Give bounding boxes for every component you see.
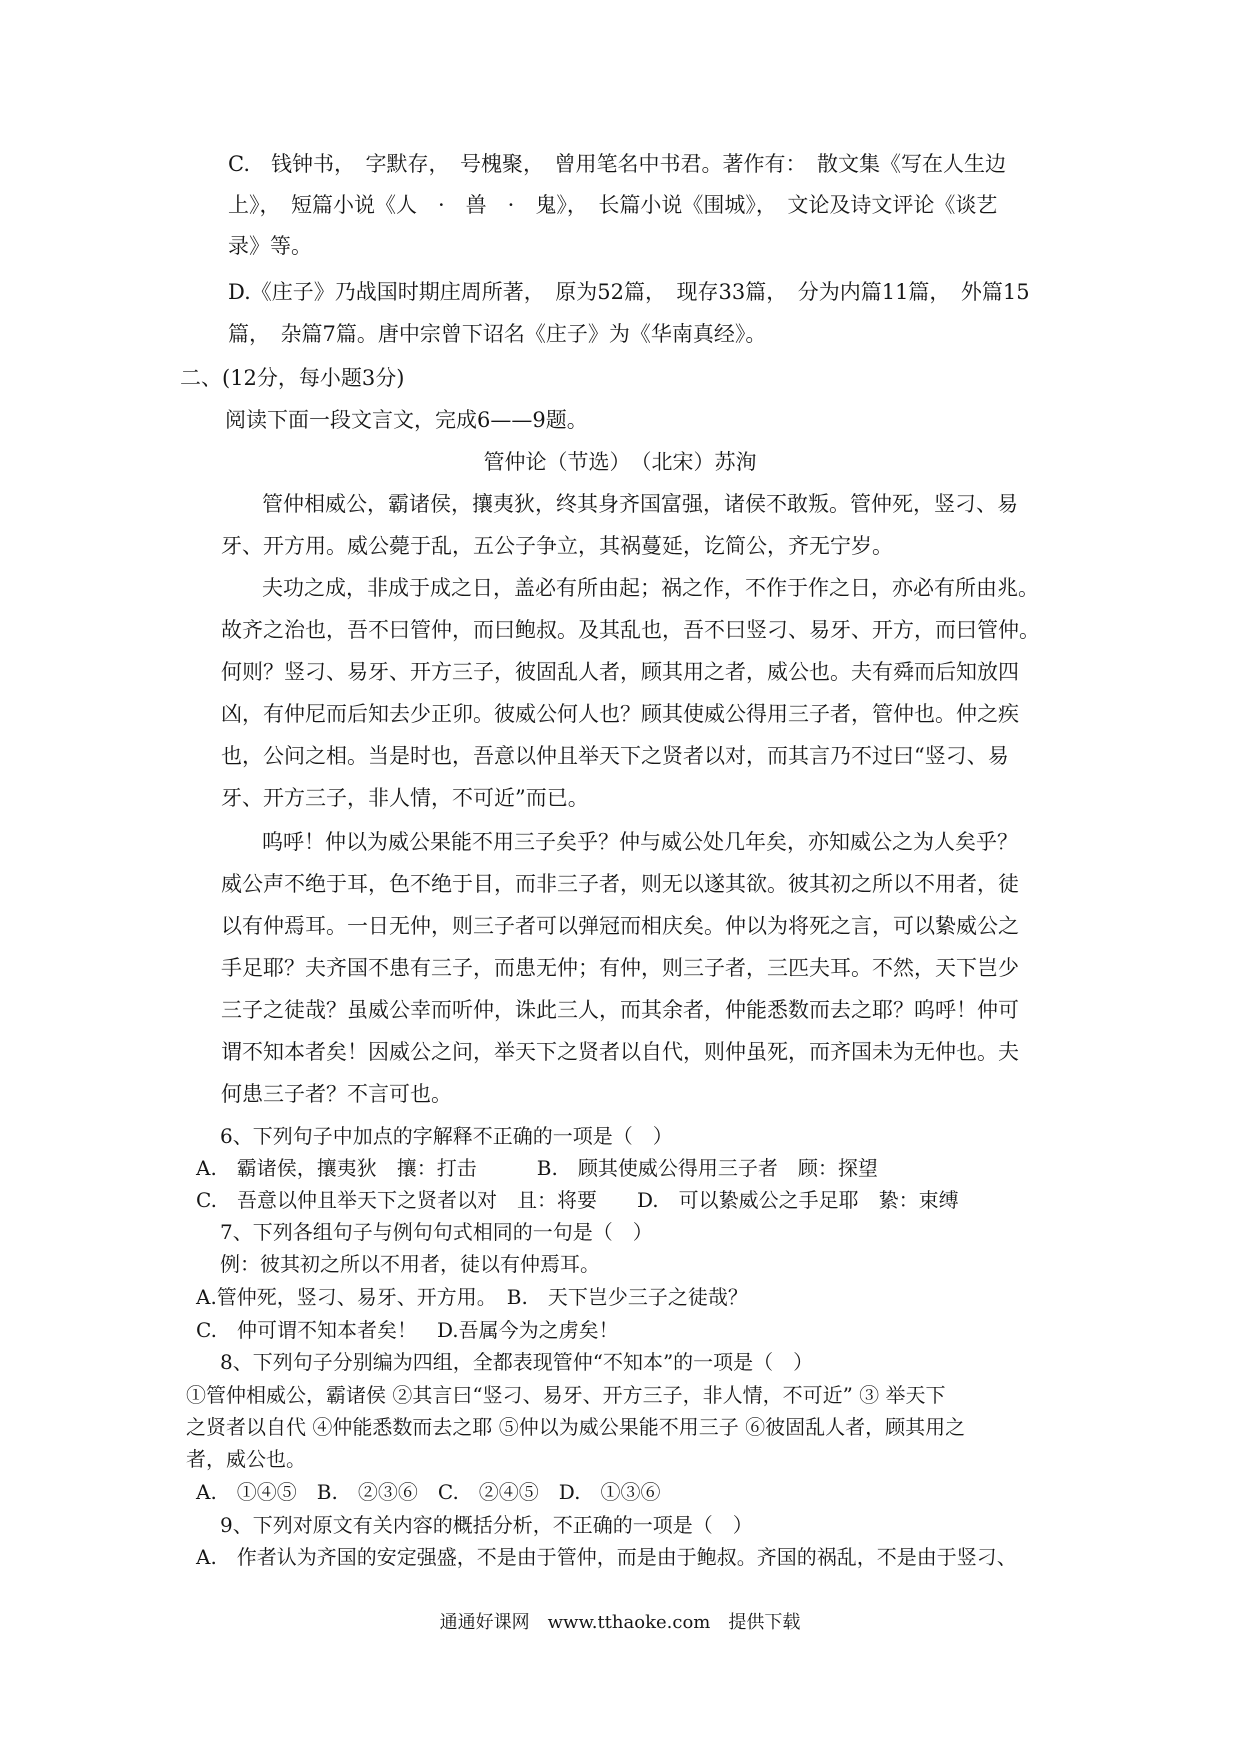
- passage-line: 牙、开方用。威公薨于乱，五公子争立，其祸蔓延，讫简公，齐无宁岁。: [221, 534, 893, 558]
- passage-line: 何患三子者？不言可也。: [221, 1082, 452, 1106]
- passage-title: 管仲论（节选） （北宋）苏洵: [483, 450, 757, 474]
- question-6-options-cd: C. 吾意以仲且举天下之贤者以对 且：将要 D. 可以絷威公之手足耶 絷：束缚: [196, 1188, 959, 1212]
- passage-line: 管仲相威公，霸诸侯，攘夷狄，终其身齐国富强，诸侯不敢叛。管仲死，竖刁、易: [262, 492, 1018, 516]
- option-c-line-2: 上》， 短篇小说《人 · 兽 · 鬼》， 长篇小说《围城》， 文论及诗文评论《谈艺: [228, 193, 998, 217]
- passage-line: 呜呼！仲以为威公果能不用三子矣乎？仲与威公处几年矣，亦知威公之为人矣乎？: [262, 830, 1018, 854]
- section-heading: 二、(12分，每小题3分): [180, 366, 405, 390]
- option-d-line-2: 篇， 杂篇7篇。唐中宗曾下诏名《庄子》为《华南真经》。: [228, 322, 767, 346]
- question-6-options-ab: A. 霸诸侯，攘夷狄 攘：打击 B. 顾其使威公得用三子者 顾：探望: [196, 1156, 878, 1180]
- question-7-options-ab: A.管仲死，竖刁、易牙、开方用。 B. 天下岂少三子之徒哉？: [196, 1285, 748, 1309]
- passage-line: 三子之徒哉？虽威公幸而听仲，诛此三人，而其余者，仲能悉数而去之耶？呜呼！仲可: [221, 998, 1019, 1022]
- question-8-line-3: 者，威公也。: [186, 1447, 306, 1471]
- question-9-stem: 9、下列对原文有关内容的概括分析，不正确的一项是（ ）: [220, 1513, 753, 1537]
- question-8-line-1: ①管仲相威公，霸诸侯 ②其言曰“竖刁、易牙、开方三子，非人情，不可近” ③ 举天下: [186, 1383, 946, 1407]
- question-9-option-a: A. 作者认为齐国的安定强盛，不是由于管仲，而是由于鲍叔。齐国的祸乱，不是由于竖刁、: [196, 1545, 1017, 1569]
- passage-line: 凶，有仲尼而后知去少正卯。彼威公何人也？顾其使威公得用三子者，管仲也。仲之疾: [221, 702, 1019, 726]
- passage-line: 故齐之治也，吾不曰管仲，而曰鲍叔。及其乱也，吾不曰竖刁、易牙、开方，而曰管仲。: [221, 618, 1040, 642]
- passage-line: 以有仲焉耳。一日无仲，则三子者可以弹冠而相庆矣。仲以为将死之言，可以絷威公之: [221, 914, 1019, 938]
- passage-line: 牙、开方三子，非人情，不可近”而已。: [221, 786, 589, 810]
- question-7-stem: 7、下列各组句子与例句句式相同的一句是（ ）: [220, 1220, 653, 1244]
- page-footer: 通通好课网 www.tthaoke.com 提供下载: [439, 1612, 801, 1633]
- question-8-options: A. ①④⑤ B. ②③⑥ C. ②④⑤ D. ①③⑥: [196, 1480, 661, 1504]
- question-8-line-2: 之贤者以自代 ④仲能悉数而去之耶 ⑤仲以为威公果能不用三子 ⑥彼固乱人者，顾其用之: [186, 1415, 966, 1439]
- passage-line: 谓不知本者矣！因威公之问，举天下之贤者以自代，则仲虽死，而齐国未为无仲也。夫: [221, 1040, 1019, 1064]
- question-6-stem: 6、下列句子中加点的字解释不正确的一项是（ ）: [220, 1124, 673, 1148]
- question-7-options-cd: C. 仲可谓不知本者矣！ D.吾属今为之虏矣！: [196, 1318, 619, 1342]
- option-c-line-3: 录》等。: [228, 234, 312, 258]
- option-d-line-1: D.《庄子》乃战国时期庄周所著， 原为52篇， 现存33篇， 分为内篇11篇， 外篇15: [228, 280, 1030, 304]
- option-c-line-1: C. 钱钟书， 字默存， 号槐聚， 曾用笔名中书君。著作有： 散文集《写在人生边: [228, 152, 1006, 176]
- passage-line: 何则？竖刁、易牙、开方三子，彼固乱人者，顾其用之者，威公也。夫有舜而后知放四: [221, 660, 1019, 684]
- reading-instruction: 阅读下面一段文言文，完成6——9题。: [225, 408, 588, 432]
- question-8-stem: 8、下列句子分别编为四组，全都表现管仲“不知本”的一项是（ ）: [220, 1350, 814, 1374]
- question-7-example: 例：彼其初之所以不用者，徒以有仲焉耳。: [220, 1252, 600, 1276]
- passage-line: 也，公问之相。当是时也，吾意以仲且举天下之贤者以对，而其言乃不过曰“竖刁、易: [221, 744, 1009, 768]
- passage-line: 夫功之成，非成于成之日，盖必有所由起；祸之作，不作于作之日，亦必有所由兆。: [262, 576, 1039, 600]
- passage-line: 威公声不绝于耳，色不绝于目，而非三子者，则无以遂其欲。彼其初之所以不用者，徒: [221, 872, 1019, 896]
- passage-line: 手足耶？夫齐国不患有三子，而患无仲；有仲，则三子者，三匹夫耳。不然，天下岂少: [221, 956, 1019, 980]
